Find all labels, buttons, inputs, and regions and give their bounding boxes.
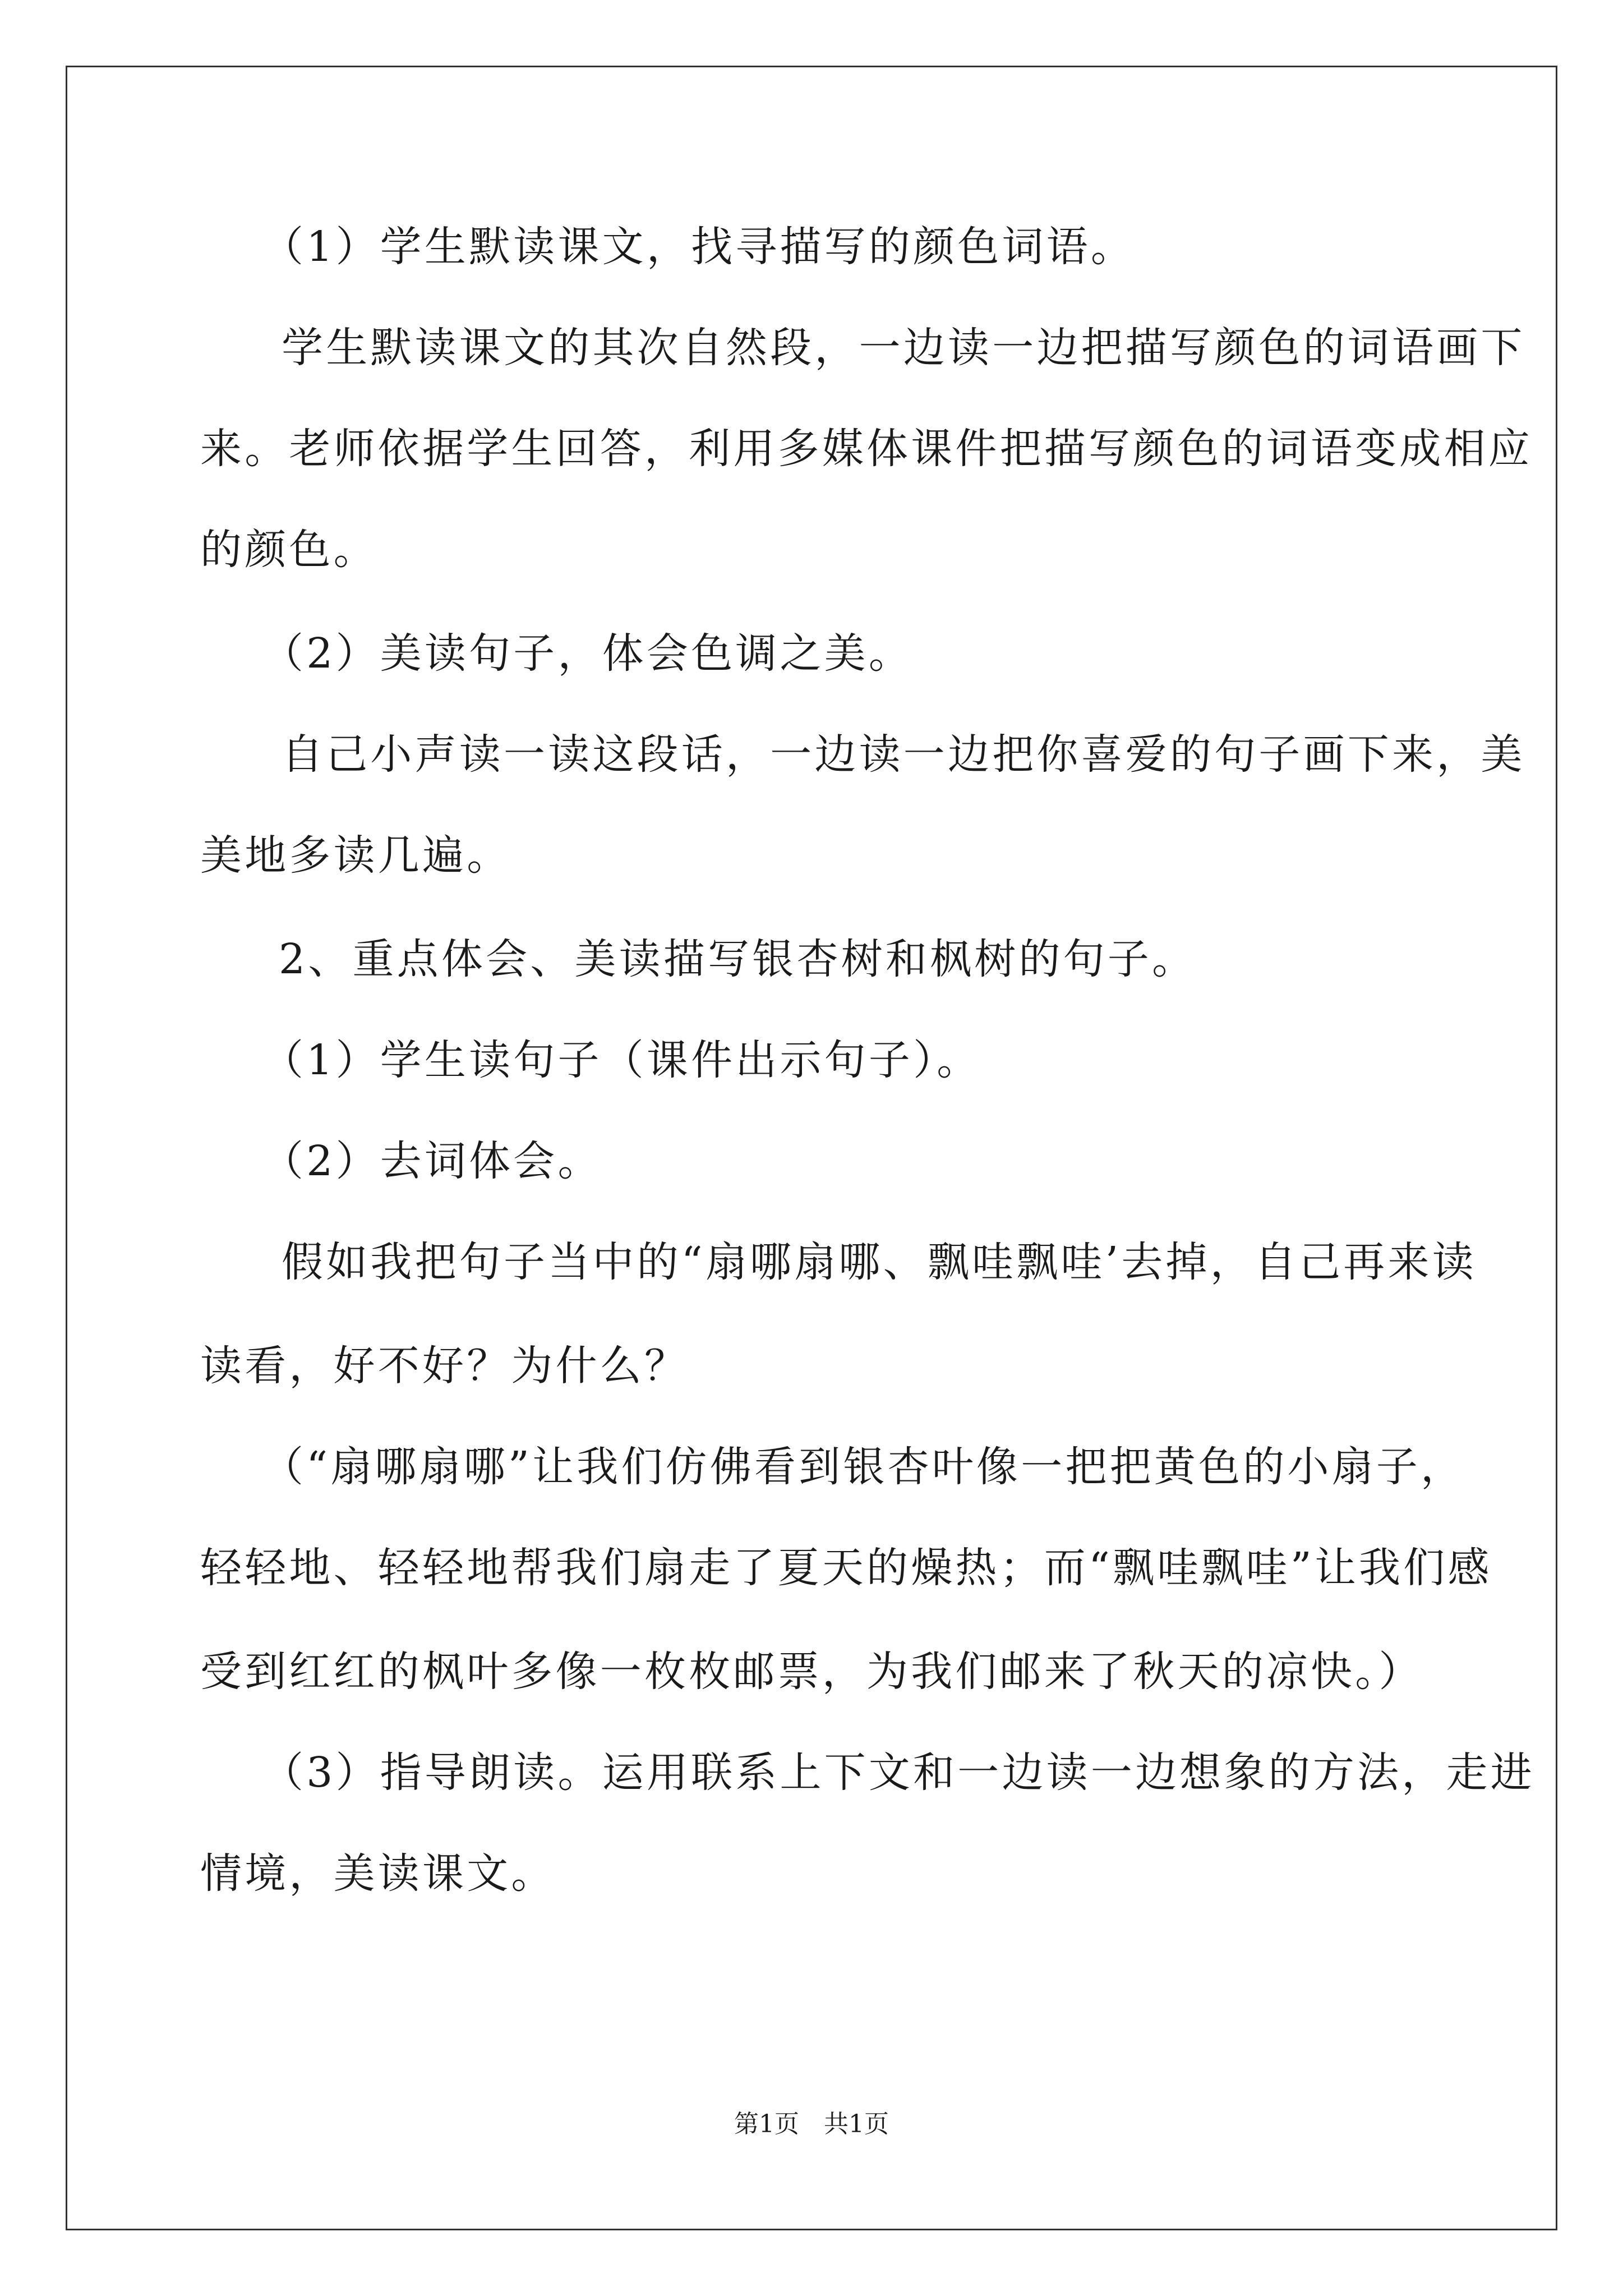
paragraph-line: 2、重点体会、美读描写银杏树和枫树的句子。 xyxy=(279,935,1197,983)
paragraph-line: 学生默读课文的其次自然段，一边读一边把描写颜色的词语画下 xyxy=(282,324,1525,372)
paragraph-line: 假如我把句子当中的“扇哪扇哪、飘哇飘哇’去掉，自己再来读 xyxy=(282,1238,1477,1286)
paragraph-line: 情境，美读课文。 xyxy=(200,1849,556,1898)
paragraph-line: 的颜色。 xyxy=(200,526,378,574)
paragraph-line: （2）美读句子，体会色调之美。 xyxy=(262,629,914,678)
paragraph-line: 自己小声读一读这段话，一边读一边把你喜爱的句子画下来，美 xyxy=(282,730,1525,779)
paragraph-line: 读看，好不好？为什么？ xyxy=(200,1342,689,1390)
paragraph-line: 美地多读几遍。 xyxy=(200,831,511,880)
page-number-footer: 第1页 共1页 xyxy=(734,2110,889,2138)
paragraph-line: 轻轻地、轻轻地帮我们扇走了夏天的燥热；而“飘哇飘哇”让我们感 xyxy=(200,1544,1492,1592)
paragraph-line: 受到红红的枫叶多像一枚枚邮票，为我们邮来了秋天的凉快。） xyxy=(200,1648,1423,1696)
paragraph-line: （1）学生默读课文，找寻描写的颜色词语。 xyxy=(262,223,1136,271)
paragraph-line: 来。老师依据学生回答，利用多媒体课件把描写颜色的词语变成相应 xyxy=(200,425,1533,473)
paragraph-line: （2）去词体会。 xyxy=(262,1137,602,1185)
paragraph-line: （3）指导朗读。运用联系上下文和一边读一边想象的方法，走进 xyxy=(262,1749,1535,1797)
paragraph-line: （“扇哪扇哪”让我们仿佛看到银杏叶像一把把黄色的小扇子， xyxy=(262,1443,1465,1491)
paragraph-line: （1）学生读句子（课件出示句子）。 xyxy=(262,1036,981,1084)
